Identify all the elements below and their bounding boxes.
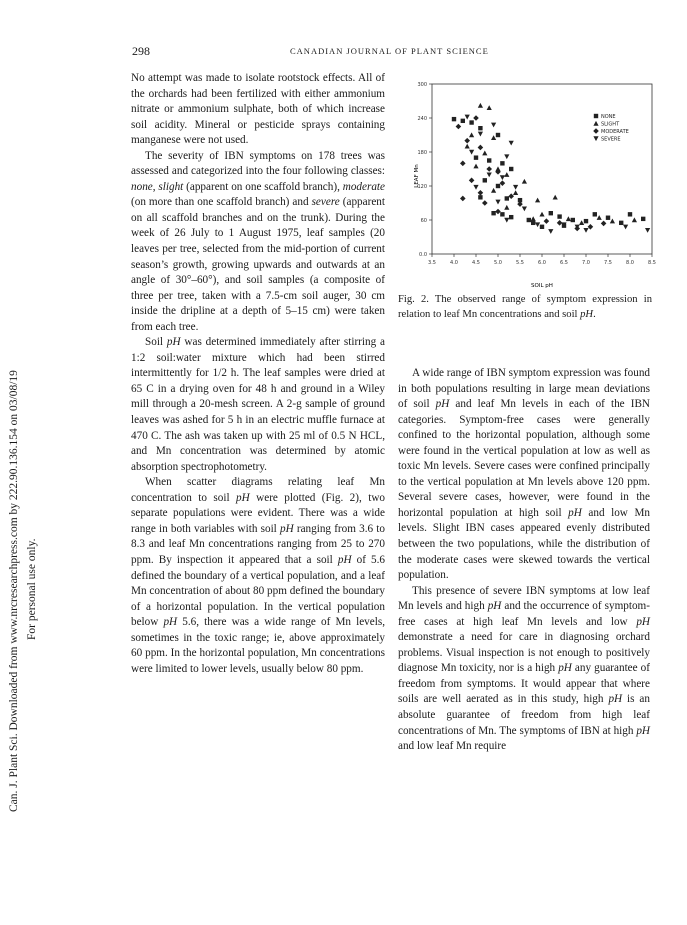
legend-label-severe: SEVERE: [601, 136, 621, 143]
page-header: [0, 44, 687, 60]
data-point-slight: [553, 195, 558, 200]
data-point-none: [641, 217, 645, 221]
data-point-slight: [504, 172, 509, 177]
legend-marker-moderate: [593, 128, 599, 134]
legend-marker-severe: [593, 136, 598, 141]
data-point-severe: [478, 132, 483, 137]
y-tick-label: 180: [417, 150, 427, 156]
left-column: [131, 71, 385, 677]
paragraph: Soil pH was determined immediately after stirring a 1:2 soil:water mixture which had been stirred intermittently for 1/2 h. The leaf samples were dried at 65 C in a drying oven for 48 h and ground in a Wiley mill through a 20-mesh screen. A 2-g sample of ground leaves was ashed for 5 h in an electric muffle furnace at 470 C. The ash was taken up with 25 ml of 0.5 N HCL, and Mn concentration was determined by atomic absorption spectrophotometry.: [131, 336, 385, 473]
data-point-moderate: [486, 166, 492, 172]
data-point-severe: [509, 141, 514, 146]
data-point-moderate: [478, 145, 484, 151]
data-point-severe: [473, 185, 478, 190]
data-point-slight: [482, 151, 487, 156]
data-point-slight: [491, 135, 496, 140]
journal-title: CANADIAN JOURNAL OF PLANT SCIENCE: [290, 46, 489, 56]
x-tick-label: 5.0: [494, 260, 502, 266]
data-point-none: [505, 196, 509, 200]
download-notice-line2: For personal use only.: [26, 538, 38, 640]
data-point-slight: [632, 217, 637, 222]
data-point-none: [593, 212, 597, 216]
data-point-slight: [579, 220, 584, 225]
x-tick-label: 3.5: [428, 260, 436, 266]
x-tick-label: 6.5: [560, 260, 568, 266]
data-point-none: [628, 212, 632, 216]
data-point-slight: [487, 105, 492, 110]
y-tick-label: 120: [417, 184, 427, 190]
data-point-slight: [469, 132, 474, 137]
data-point-none: [496, 184, 500, 188]
data-point-none: [509, 167, 513, 171]
data-point-none: [571, 218, 575, 222]
data-point-none: [500, 212, 504, 216]
data-point-slight: [539, 212, 544, 217]
data-point-severe: [623, 225, 628, 230]
data-point-severe: [513, 185, 518, 190]
data-point-moderate: [557, 220, 563, 226]
data-point-none: [540, 225, 544, 229]
data-point-moderate: [544, 218, 550, 224]
data-point-moderate: [495, 209, 501, 215]
data-point-moderate: [508, 193, 514, 199]
data-point-slight: [597, 215, 602, 220]
legend-marker-none: [594, 114, 598, 118]
data-point-none: [500, 161, 504, 165]
data-point-none: [509, 215, 513, 219]
data-point-slight: [491, 188, 496, 193]
legend-label-moderate: MODERATE: [601, 129, 629, 135]
download-notice: [0, 0, 48, 925]
data-point-slight: [610, 219, 615, 224]
x-tick-label: 7.5: [604, 260, 612, 266]
data-point-none: [527, 218, 531, 222]
x-axis-label: SOIL pH: [531, 283, 553, 289]
data-point-none: [491, 211, 495, 215]
data-point-none: [496, 133, 500, 137]
data-point-moderate: [482, 200, 488, 206]
data-point-severe: [495, 200, 500, 205]
data-point-moderate: [460, 196, 466, 202]
paragraph: A wide range of IBN symptom expression was found in both populations resulting in large mean deviations of soil pH and leaf Mn levels in each of the IBN categories. Symptom-free cases were generally confined to the horizontal population, although some were found in the vertical population at low as well as toxic Mn levels. Severe cases were confined principally to the vertical population at Mn levels above 120 ppm. Several severe cases, however, were found in the horizontal population at high soil pH and low Mn levels. Slight IBN cases appeared evenly distributed between the two populations, while the distribution of the moderate cases were skewed towards the vertical population.: [398, 367, 651, 582]
data-point-slight: [535, 198, 540, 203]
x-tick-label: 8.0: [626, 260, 634, 266]
x-tick-label: 7.0: [582, 260, 590, 266]
data-point-moderate: [469, 178, 475, 184]
data-point-severe: [583, 228, 588, 233]
data-point-slight: [513, 190, 518, 195]
figure-label: Fig. 2.: [398, 294, 429, 305]
data-point-none: [478, 195, 482, 199]
data-point-slight: [522, 179, 527, 184]
figure-caption: Fig. 2. The observed range of symptom expression in relation to leaf Mn concentrations and soil pH.: [398, 294, 652, 320]
data-point-slight: [504, 205, 509, 210]
legend-label-none: NONE: [601, 114, 616, 120]
data-point-none: [557, 214, 561, 218]
page-number: 298: [132, 44, 150, 58]
data-point-slight: [478, 103, 483, 108]
data-point-none: [487, 158, 491, 162]
y-tick-label: 300: [417, 82, 427, 88]
figure-2: [398, 76, 656, 291]
scatter-chart: [398, 76, 656, 291]
data-point-none: [469, 120, 473, 124]
data-point-severe: [491, 123, 496, 128]
data-point-severe: [465, 115, 470, 120]
data-point-severe: [469, 150, 474, 155]
paragraph: The severity of IBN symptoms on 178 trees was assessed and categorized into the four following classes: none, slight (apparent on one scaffold branch), moderate (on more than one scaffold branch) and severe (apparent on all scaffold branches and on the trunk). During the week of 26 July to 1 August 1975, leaf samples (20 leaves per tree, selected from the mid-portion of current season’s growth, growing upwards and outwards at an angle of 30°–60°), and soil samples (a composite of three per tree, taken with a 7.5-cm soil auger, 30 cm inside the dripline at a depth of 5–15 cm) were taken from each tree.: [131, 149, 386, 333]
data-point-none: [619, 221, 623, 225]
x-tick-label: 8.5: [648, 260, 656, 266]
y-tick-label: 0.0: [419, 252, 427, 258]
data-point-severe: [645, 228, 650, 233]
paragraph: When scatter diagrams relating leaf Mn concentration to soil pH were plotted (Fig. 2), two separate populations were evident. There was a wide range in both variables with soil pH ranging from 3.6 to 8.3 and leaf Mn concentrations ranging from 25 to 270 ppm. By inspection it appeared that a soil pH of 5.6 defined the boundary of a vertical population, and a leaf Mn concentration of about 80 ppm defined the boundary of a horizontal population. In the vertical population below pH 5.6, there was a wide range of Mn levels, sometimes in the toxic range; ie, above approximately 60 ppm. In the horizontal population, Mn concentrations were limited to lower levels, usually below 80 ppm.: [131, 476, 385, 675]
data-point-severe: [522, 206, 527, 211]
data-point-none: [474, 155, 478, 159]
download-notice-line1: Can. J. Plant Sci. Downloaded from www.nrcresearchpress.com by 222.90.136.154 on 03/08/19: [8, 370, 20, 812]
data-point-severe: [504, 154, 509, 159]
data-point-severe: [500, 175, 505, 180]
data-point-none: [584, 219, 588, 223]
paragraph: This presence of severe IBN symptoms at low leaf Mn levels and high pH and the occurrence of symptom-free cases at high leaf Mn levels and low pH demonstrate a need for care in diagnosing orchard problems. Visual inspection is not enough to positively diagnose Mn toxicity, nor is a high pH any guarantee of freedom from symptoms. It would appear that where soils are well aerated as in this study, high pH is an absolute guarantee of freedom from high leaf concentrations of Mn. The symptoms of IBN at high pH and low leaf Mn require: [398, 584, 650, 753]
data-point-moderate: [500, 180, 506, 186]
legend-label-slight: SLIGHT: [601, 121, 620, 128]
data-point-none: [549, 211, 553, 215]
data-point-none: [483, 178, 487, 182]
paragraph: No attempt was made to isolate rootstock effects. All of the orchards had been fertilized with either ammonium nitrate or ammonium sulphate, both of which increase soil acidity. Mineral or pesticide sprays containing manganese were not used.: [131, 72, 385, 147]
data-point-moderate: [456, 124, 462, 130]
data-point-moderate: [478, 190, 484, 196]
right-column: [398, 366, 650, 755]
data-point-none: [531, 221, 535, 225]
data-point-none: [606, 216, 610, 220]
data-point-severe: [535, 222, 540, 227]
data-point-moderate: [473, 115, 479, 121]
data-point-none: [478, 126, 482, 130]
data-point-moderate: [588, 224, 594, 230]
data-point-slight: [473, 164, 478, 169]
data-point-moderate: [460, 161, 466, 167]
y-tick-label: 60: [420, 218, 427, 224]
x-tick-label: 4.0: [450, 260, 458, 266]
data-point-severe: [548, 229, 553, 234]
x-tick-label: 4.5: [472, 260, 480, 266]
data-point-slight: [531, 216, 536, 221]
x-tick-label: 5.5: [516, 260, 524, 266]
data-point-none: [461, 119, 465, 123]
y-axis-label: LEAF Mn: [414, 164, 420, 188]
data-point-severe: [504, 218, 509, 223]
data-point-slight: [465, 144, 470, 149]
data-point-moderate: [495, 169, 501, 175]
data-point-none: [452, 117, 456, 121]
data-point-moderate: [601, 221, 607, 227]
data-point-moderate: [464, 138, 470, 144]
y-tick-label: 240: [417, 116, 427, 122]
data-point-severe: [487, 172, 492, 177]
data-point-slight: [566, 216, 571, 221]
x-tick-label: 6.0: [538, 260, 546, 266]
legend-marker-slight: [593, 121, 598, 126]
